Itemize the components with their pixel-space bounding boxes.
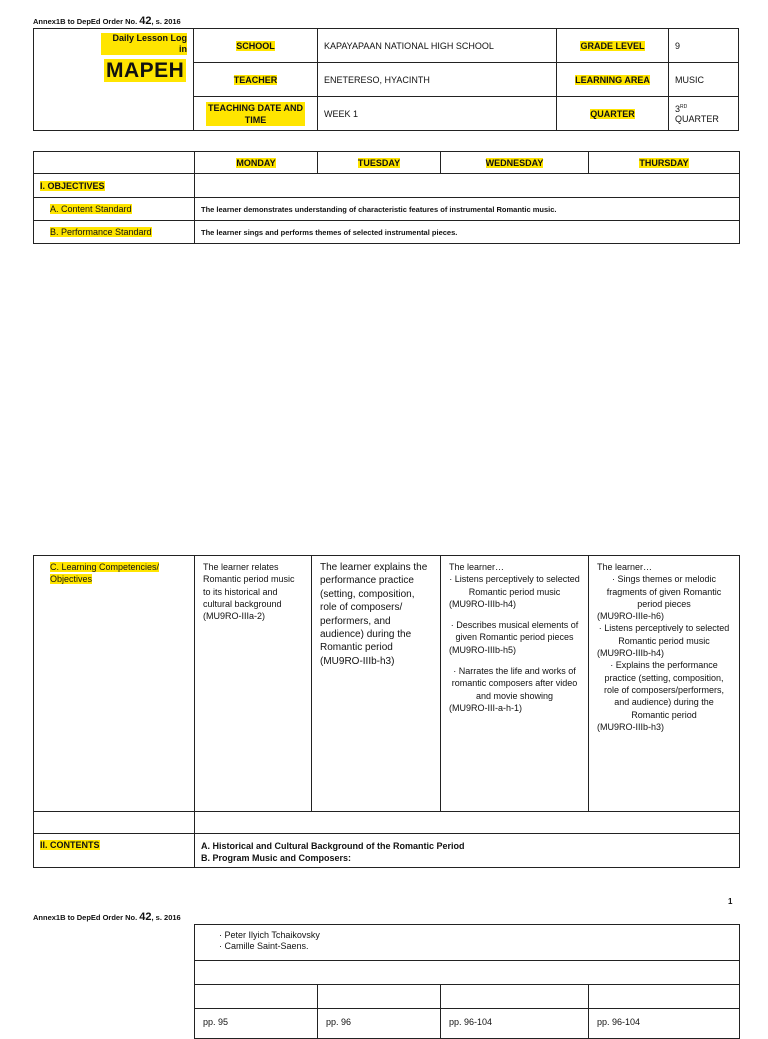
contents-line-2: B. Program Music and Composers: bbox=[201, 853, 352, 863]
page-number: 1 bbox=[728, 897, 733, 906]
annex-prefix: Annex1B to DepEd Order No. bbox=[33, 913, 140, 922]
page-ref-thursday: pp. 96-104 bbox=[589, 1009, 740, 1039]
dll-title-in: in bbox=[179, 44, 187, 54]
quarter-label: QUARTER bbox=[590, 108, 635, 119]
competency-wednesday bbox=[441, 556, 589, 812]
content-standard-text: The learner demonstrates understanding of characteristic features of instrumental Romantic music. bbox=[195, 198, 740, 221]
annex-reference bbox=[33, 15, 181, 27]
page-ref-wednesday: pp. 96-104 bbox=[441, 1009, 589, 1039]
performance-standard-text: The learner sings and performs themes of selected instrumental pieces. bbox=[195, 221, 740, 244]
page2-table bbox=[194, 924, 740, 1039]
annex-prefix: Annex1B to DepEd Order No. bbox=[33, 17, 140, 26]
subject-title: MAPEH bbox=[106, 59, 185, 82]
wednesday-intro: The learner… bbox=[449, 562, 505, 572]
learning-area-label: LEARNING AREA bbox=[575, 74, 650, 85]
school-value: KAPAYAPAAN NATIONAL HIGH SCHOOL bbox=[318, 29, 557, 63]
header-table bbox=[33, 28, 739, 131]
competency-tuesday: The learner explains the performance practice (setting, composition, role of composers/ performers, and audience) during the Romantic period (MU9RO-IIIb-h3) bbox=[312, 556, 441, 812]
composer-item: · Peter Ilyich Tchaikovsky bbox=[219, 930, 320, 940]
competencies-table bbox=[33, 555, 740, 868]
competencies-label: C. Learning Competencies/ Objectives bbox=[50, 562, 160, 584]
quarter-word: QUARTER bbox=[675, 113, 719, 124]
teaching-date-value: WEEK 1 bbox=[318, 97, 557, 131]
wednesday-item: · Describes musical elements of given Romantic period pieces bbox=[450, 620, 579, 643]
content-standard-label: A. Content Standard bbox=[50, 204, 132, 214]
composer-item: · Camille Saint-Saens. bbox=[219, 941, 309, 951]
contents-heading: II. CONTENTS bbox=[40, 840, 100, 850]
wednesday-code: (MU9RO-III-a-h-1) bbox=[449, 702, 523, 713]
thursday-item: · Sings themes or melodic fragments of given Romantic period pieces bbox=[606, 574, 722, 609]
annex-suffix: , s. 2016 bbox=[151, 17, 181, 26]
day-header-monday: MONDAY bbox=[236, 157, 276, 168]
quarter-value bbox=[669, 97, 739, 131]
annex-suffix: , s. 2016 bbox=[151, 913, 181, 922]
learning-area-value: MUSIC bbox=[669, 63, 739, 97]
thursday-code: (MU9RO-IIIb-h3) bbox=[597, 721, 665, 732]
annex-number: 42 bbox=[139, 911, 152, 923]
competency-thursday bbox=[589, 556, 740, 812]
wednesday-item: · Listens perceptively to selected Romantic period music bbox=[449, 574, 580, 597]
teaching-date-label: TEACHING DATE AND TIME bbox=[208, 102, 303, 125]
composers-list bbox=[195, 925, 740, 961]
day-header-thursday: THURSDAY bbox=[639, 157, 689, 168]
contents-text bbox=[195, 834, 740, 868]
teacher-label: TEACHER bbox=[233, 74, 278, 85]
annex-number: 42 bbox=[139, 15, 152, 27]
grade-level-label: GRADE LEVEL bbox=[580, 40, 645, 51]
dll-title-text: Daily Lesson Log bbox=[112, 33, 187, 43]
day-header-wednesday: WEDNESDAY bbox=[485, 157, 544, 168]
page-ref-monday: pp. 95 bbox=[195, 1009, 318, 1039]
dll-title bbox=[101, 33, 187, 55]
thursday-item: · Explains the performance practice (setting, composition, role of composers/performers, and audience) during the Romantic period bbox=[603, 660, 725, 720]
grade-level-value: 9 bbox=[669, 29, 739, 63]
day-header-tuesday: TUESDAY bbox=[357, 157, 401, 168]
wednesday-code: (MU9RO-IIIb-h5) bbox=[449, 644, 517, 655]
teacher-value: ENETERESO, HYACINTH bbox=[318, 63, 557, 97]
objectives-heading: I. OBJECTIVES bbox=[40, 180, 105, 191]
thursday-code: (MU9RO-IIIe-h6) bbox=[597, 611, 665, 622]
school-label: SCHOOL bbox=[236, 40, 275, 51]
wednesday-item: · Narrates the life and works of romantic composers after video and movie showing bbox=[451, 666, 578, 701]
contents-line-1: A. Historical and Cultural Background of the Romantic Period bbox=[201, 841, 465, 851]
thursday-intro: The learner… bbox=[597, 562, 653, 572]
competencies-label-cell bbox=[34, 556, 195, 812]
performance-standard-label: B. Performance Standard bbox=[50, 227, 152, 237]
title-cell bbox=[34, 29, 194, 131]
thursday-item: · Listens perceptively to selected Romantic period music bbox=[598, 623, 730, 646]
quarter-number: 3 bbox=[675, 103, 681, 114]
annex-reference-page2 bbox=[33, 911, 181, 923]
objectives-table bbox=[33, 151, 740, 244]
competency-monday: The learner relates Romantic period music to its historical and cultural background (MU9RO-IIIa-2) bbox=[195, 556, 312, 812]
thursday-code: (MU9RO-IIIb-h4) bbox=[597, 648, 665, 659]
quarter-suffix: RD bbox=[680, 103, 688, 110]
page-ref-tuesday: pp. 96 bbox=[318, 1009, 441, 1039]
wednesday-code: (MU9RO-IIIb-h4) bbox=[449, 598, 517, 609]
